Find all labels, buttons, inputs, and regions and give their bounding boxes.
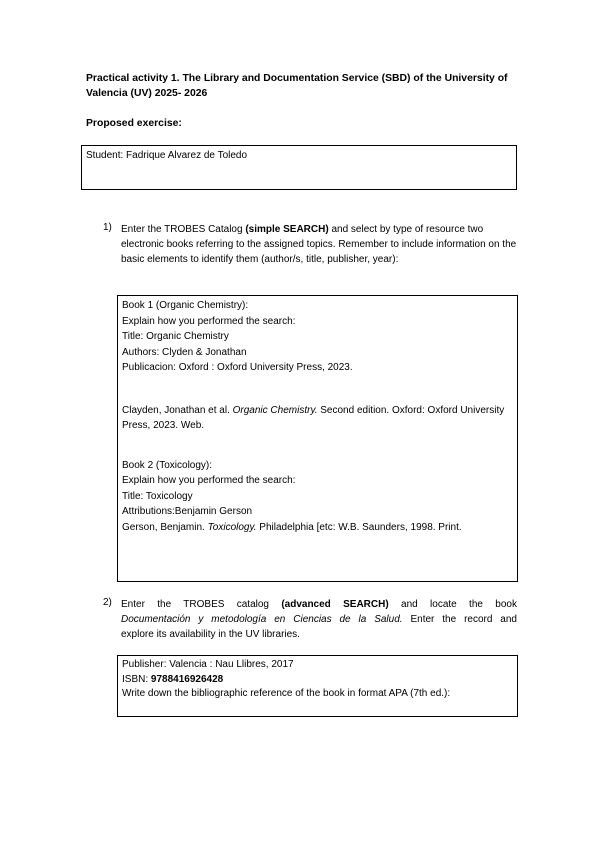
isbn-label: ISBN: <box>122 673 151 685</box>
student-line: Student: Fadrique Alvarez de Toledo <box>86 150 248 161</box>
book1-publication: Publicacion: Oxford : Oxford University Press, 2023. <box>122 362 353 373</box>
item-2-number: 2) <box>103 597 112 608</box>
item-1-text-after: and select by type of resource two electronic books referring to the assigned topics. Remember to include information on the basic elements to identify them (author/s, title, publisher, year): <box>121 224 517 266</box>
document-title: Practical activity 1. The Library and Documentation Service (SBD) of the University of Valencia (UV) 2025- 2026 <box>86 73 508 99</box>
student-box <box>81 145 517 190</box>
item-2-instructions <box>121 597 517 643</box>
apa-prompt: Write down the bibliographic reference of the book in format APA (7th ed.): <box>122 688 451 699</box>
item-2-line1-after: and locate the book <box>388 599 517 610</box>
book1-ref-before: Clayden, Jonathan et al. <box>122 405 233 416</box>
item-2-line-2 <box>121 612 517 627</box>
book2-explain: Explain how you performed the search: <box>122 475 296 487</box>
item-2-answer-box <box>117 655 518 717</box>
item-2-line-1 <box>121 597 517 612</box>
book2-heading: Book 2 (Toxicology): <box>122 459 213 471</box>
book2-ref-before: Gerson, Benjamin. <box>122 521 208 533</box>
item-2-line2-after: Enter the record and <box>402 614 517 626</box>
book1-explain: Explain how you performed the search: <box>122 315 296 327</box>
isbn-value: 9788416926428 <box>150 673 224 685</box>
book2-title: Title: Toxicology <box>122 490 193 502</box>
isbn-line <box>122 673 513 688</box>
book2-ref-after: Philadelphia [etc: W.B. Saunders, 1998. Print. <box>256 521 462 533</box>
publisher-line: Publisher: Valencia : Nau Llibres, 2017 <box>122 659 294 670</box>
book1-reference <box>122 403 513 433</box>
book1-title: Title: Organic Chemistry <box>122 331 229 342</box>
item-2-line1-before: Enter the TROBES catalog <box>121 599 282 610</box>
item-1-instructions <box>121 222 517 268</box>
item-1-text-before: Enter the TROBES Catalog <box>121 224 246 235</box>
item-2-line2-italic: Documentación y metodología en Ciencias de la Salud. <box>121 614 403 626</box>
book1-ref-after: Second edition. Oxford: Oxford University Press, 2023. Web. <box>122 405 505 432</box>
item-2-line1-bold: (advanced SEARCH) <box>281 599 389 610</box>
book2-attributions: Attributions:Benjamin Gerson <box>122 506 253 518</box>
proposed-exercise-heading: Proposed exercise: <box>86 118 182 129</box>
item-1-answer-box <box>117 295 518 582</box>
book1-authors: Authors: Clyden & Jonathan <box>122 346 247 358</box>
item-1-text-bold: (simple SEARCH) <box>245 224 329 235</box>
book1-ref-italic: Organic Chemistry. <box>232 405 318 416</box>
item-1-number: 1) <box>103 222 112 233</box>
item-2-line-3: explore its availability in the UV libraries. <box>121 629 300 641</box>
book2-ref-italic: Toxicology. <box>207 521 257 533</box>
book2-reference <box>122 520 513 536</box>
book1-heading: Book 1 (Organic Chemistry): <box>122 300 249 311</box>
